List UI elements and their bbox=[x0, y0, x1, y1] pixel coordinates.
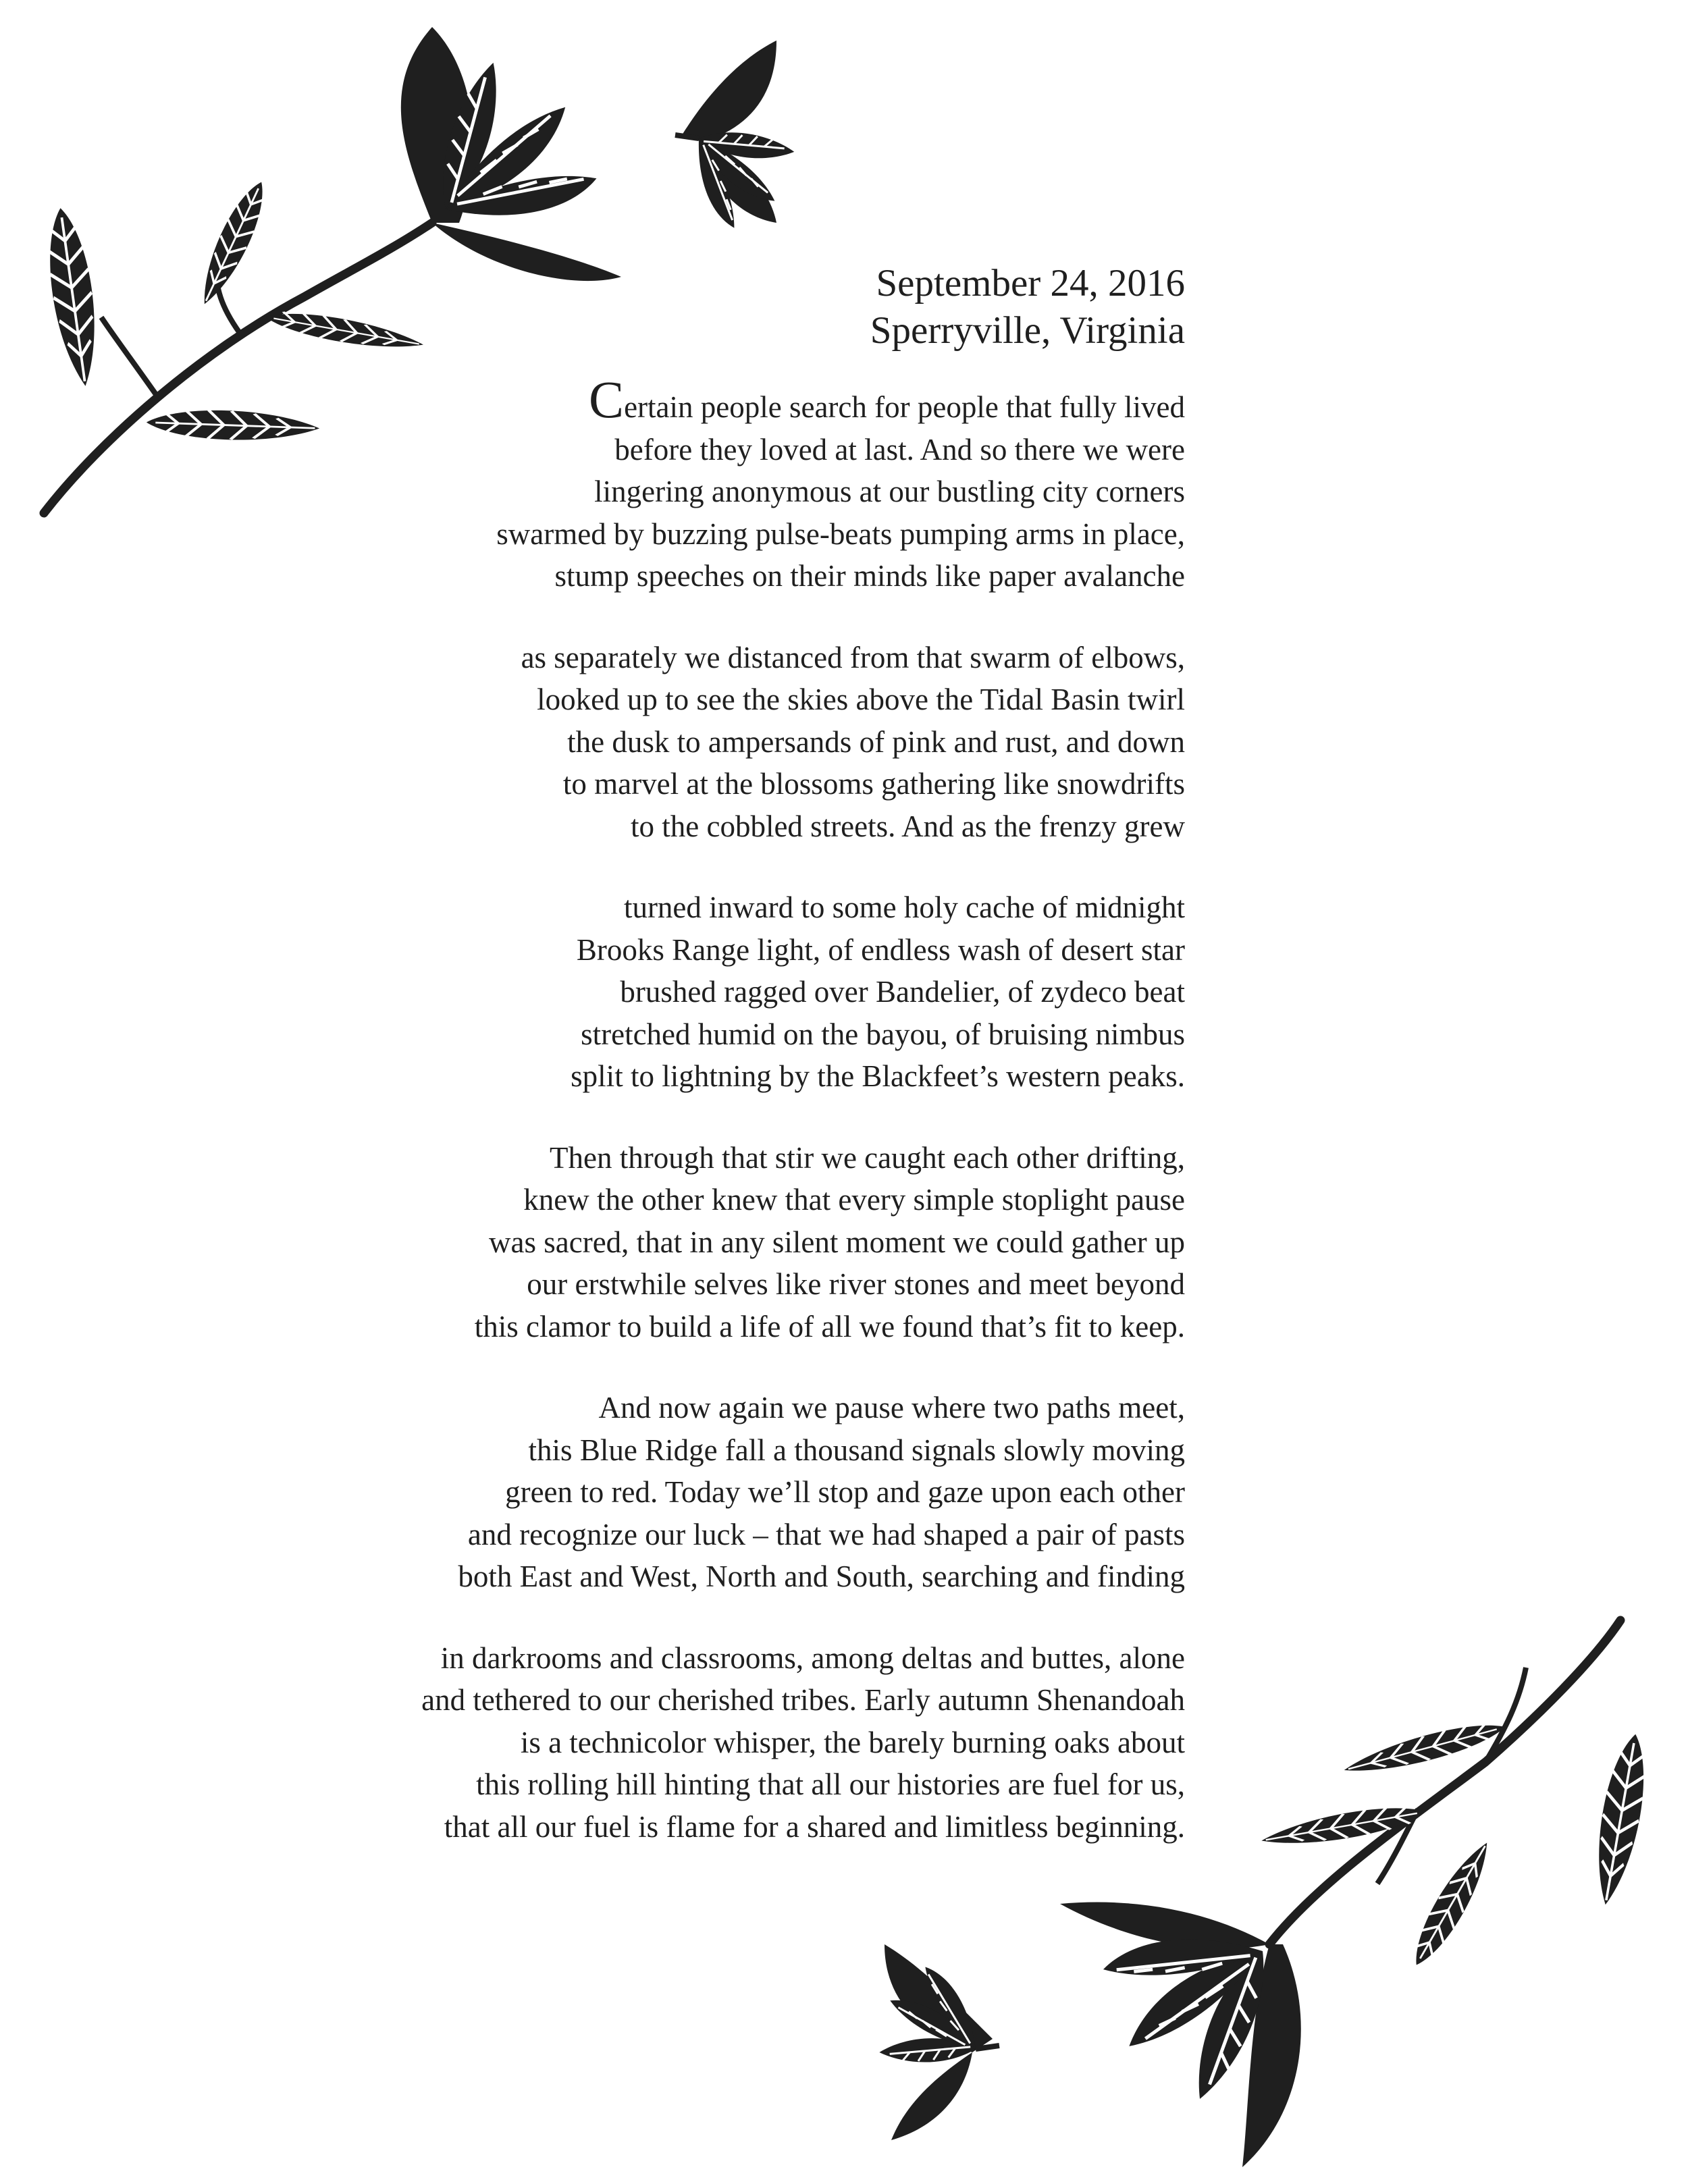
poem-line: both East and West, North and South, searching and finding bbox=[458, 1560, 1185, 1593]
poem-line: Then through that stir we caught each other drifting, bbox=[550, 1140, 1185, 1175]
poem-line: the dusk to ampersands of pink and rust, and down bbox=[567, 724, 1185, 759]
poem-line: brushed ragged over Bandelier, of zydeco beat bbox=[620, 975, 1185, 1009]
stanza bbox=[240, 1387, 1185, 1598]
poem-line: our erstwhile selves like river stones and meet beyond bbox=[527, 1267, 1185, 1301]
poem-line: before they loved at last. And so there we were bbox=[614, 432, 1185, 467]
poem-line: Brooks Range light, of endless wash of desert star bbox=[576, 932, 1185, 967]
stanza bbox=[240, 1637, 1185, 1848]
poem-line: as separately we distanced from that swarm of elbows, bbox=[521, 640, 1185, 674]
poem-line: split to lightning by the Blackfeet’s western peaks. bbox=[571, 1059, 1185, 1093]
poem-line: this rolling hill hinting that all our histories are fuel for us, bbox=[476, 1767, 1185, 1801]
poem-line: knew the other knew that every simple stoplight pause bbox=[523, 1183, 1185, 1217]
drop-cap: C bbox=[589, 370, 625, 429]
poem-line: stump speeches on their minds like paper avalanche bbox=[554, 559, 1185, 593]
stanza bbox=[240, 886, 1185, 1098]
poem-line: is a technicolor whisper, the barely burning oaks about bbox=[520, 1725, 1185, 1759]
poem-line: looked up to see the skies above the Tidal Basin twirl bbox=[537, 683, 1185, 716]
poem-place: Sperryville, Virginia bbox=[870, 309, 1185, 352]
dateline bbox=[240, 260, 1185, 354]
poem-line: swarmed by buzzing pulse-beats pumping arms in place, bbox=[496, 516, 1185, 551]
poem-line: this clamor to build a life of all we found that’s fit to keep. bbox=[474, 1309, 1185, 1343]
poem-line: turned inward to some holy cache of midnight bbox=[623, 890, 1185, 924]
poem-line: and recognize our luck – that we had shaped a pair of pasts bbox=[467, 1517, 1185, 1551]
poem-line: that all our fuel is flame for a shared and limitless beginning. bbox=[444, 1809, 1185, 1844]
poem-line: to marvel at the blossoms gathering like snowdrifts bbox=[562, 767, 1185, 801]
poem-line: lingering anonymous at our bustling city corners bbox=[594, 475, 1185, 508]
poem-line: in darkrooms and classrooms, among deltas and buttes, alone bbox=[440, 1641, 1185, 1675]
poem-line: and tethered to our cherished tribes. Early autumn Shenandoah bbox=[421, 1683, 1185, 1717]
poem-line-text: ertain people search for people that fully lived bbox=[624, 390, 1185, 424]
stanza bbox=[240, 370, 1185, 597]
poem-line: to the cobbled streets. And as the frenzy grew bbox=[631, 809, 1185, 843]
poem-line: And now again we pause where two paths meet, bbox=[598, 1391, 1185, 1424]
stanza bbox=[240, 1137, 1185, 1348]
stanza bbox=[240, 637, 1185, 848]
poem-block bbox=[240, 260, 1185, 1887]
poem-date: September 24, 2016 bbox=[876, 262, 1185, 304]
poem-line: stretched humid on the bayou, of bruising nimbus bbox=[581, 1017, 1185, 1051]
poem-line: green to red. Today we’ll stop and gaze upon each other bbox=[505, 1475, 1185, 1509]
poem-line: this Blue Ridge fall a thousand signals slowly moving bbox=[528, 1433, 1185, 1467]
poem-line bbox=[240, 370, 1185, 429]
poem-line: was sacred, that in any silent moment we could gather up bbox=[489, 1225, 1185, 1259]
